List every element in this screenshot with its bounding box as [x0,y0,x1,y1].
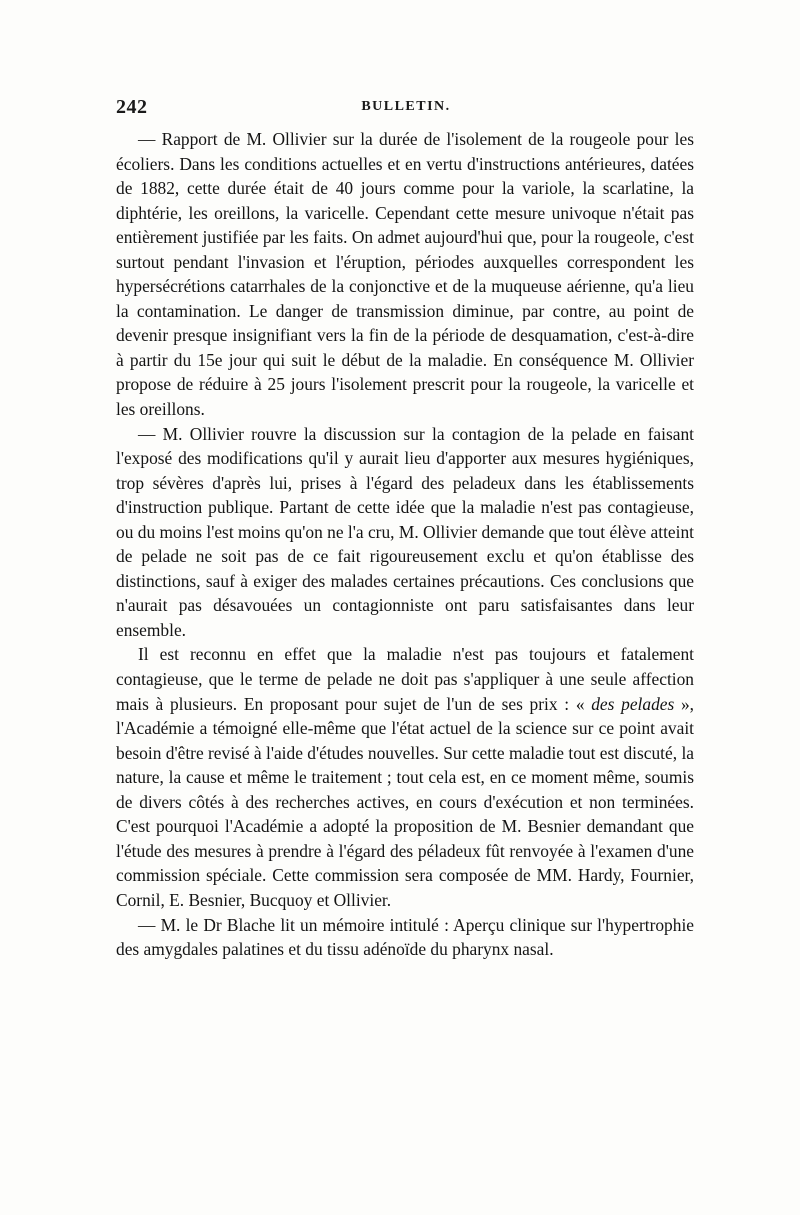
running-head: BULLETIN. [361,99,451,114]
page-number: 242 [116,96,148,118]
paragraph-text-before: Il est reconnu en effet que la maladie n'est pas toujours et fatalement contagieuse, que le terme de pelade ne doit pas s'appliquer à une seule affection mais à plusieurs. En proposant pour sujet de l'un de ses prix : « [116,644,694,714]
paragraph-blache-memoir: — M. le Dr Blache lit un mémoire intitulé : Aperçu clinique sur l'hypertrophie des amygdales palatines et du tissu adénoïde du pharynx nasal. [116,914,694,960]
page-body [116,127,694,962]
paragraph-text-after: », l'Académie a témoigné elle-même que l'état actuel de la science sur ce point avait besoin d'être revisé à l'aide d'études nouvelles. Sur cette maladie tout est discuté, la nature, la cause et même le traitement ; tout cela est, en ce moment même, soumis de divers côtés à des recherches actives, en cours d'exécution et non terminées. C'est pourquoi l'Académie a adopté la proposition de M. Besnier demandant que l'étude des mesures à prendre à l'égard des péladeux fût renvoyée à l'examen d'une commission spéciale. Cette commission sera composée de MM. Hardy, Fournier, Cornil, E. Besnier, Bucquoy et Ollivier. [116,693,695,910]
page-header [116,96,696,122]
paragraph-rougeole-isolation: — Rapport de M. Ollivier sur la durée de l'isolement de la rougeole pour les écoliers. Dans les conditions actuelles et en vertu d'instructions antérieures, datées de 1882, cette durée était de 40 jours comme pour la variole, la scarlatine, la diphtérie, les oreillons, la varicelle. Cependant cette mesure univoque n'était pas entièrement justifiée par les faits. On admet aujourd'hui que, pour la rougeole, c'est surtout pendant l'invasion et l'éruption, périodes auxquelles correspondent les hypersécrétions catarrhales de la conjonctive et de la muqueuse aérienne, qu'a lieu la contamination. Le danger de transmission diminue, par contre, au point de devenir presque insignifiant vers la fin de la période de desquamation, c'est-à-dire à partir du 15e jour qui suit le début de la maladie. En conséquence M. Ollivier propose de réduire à 25 jours l'isolement prescrit pour la rougeole, la varicelle et les oreillons. [116,129,694,420]
paragraph-pelade-contagion: — M. Ollivier rouvre la discussion sur la contagion de la pelade en faisant l'exposé des modifications qu'il y aurait lieu d'apporter aux mesures hygiéniques, trop sévères d'après lui, prises à l'égard des peladeux dans les établissements d'instruction publique. Partant de cette idée que la maladie n'est pas contagieuse, ou du moins l'est moins qu'on ne l'a cru, M. Ollivier demande que tout élève atteint de pelade ne soit pas de ce fait rigoureusement exclu et qu'on établisse des distinctions, sauf à exiger des malades certaines précautions. Ces conclusions que n'aurait pas désavouées un contagionniste ont paru satisfaisantes dans leur ensemble. [116,423,694,640]
italic-title: des pelades [591,693,675,714]
paragraph-pelade-academy [116,642,694,912]
